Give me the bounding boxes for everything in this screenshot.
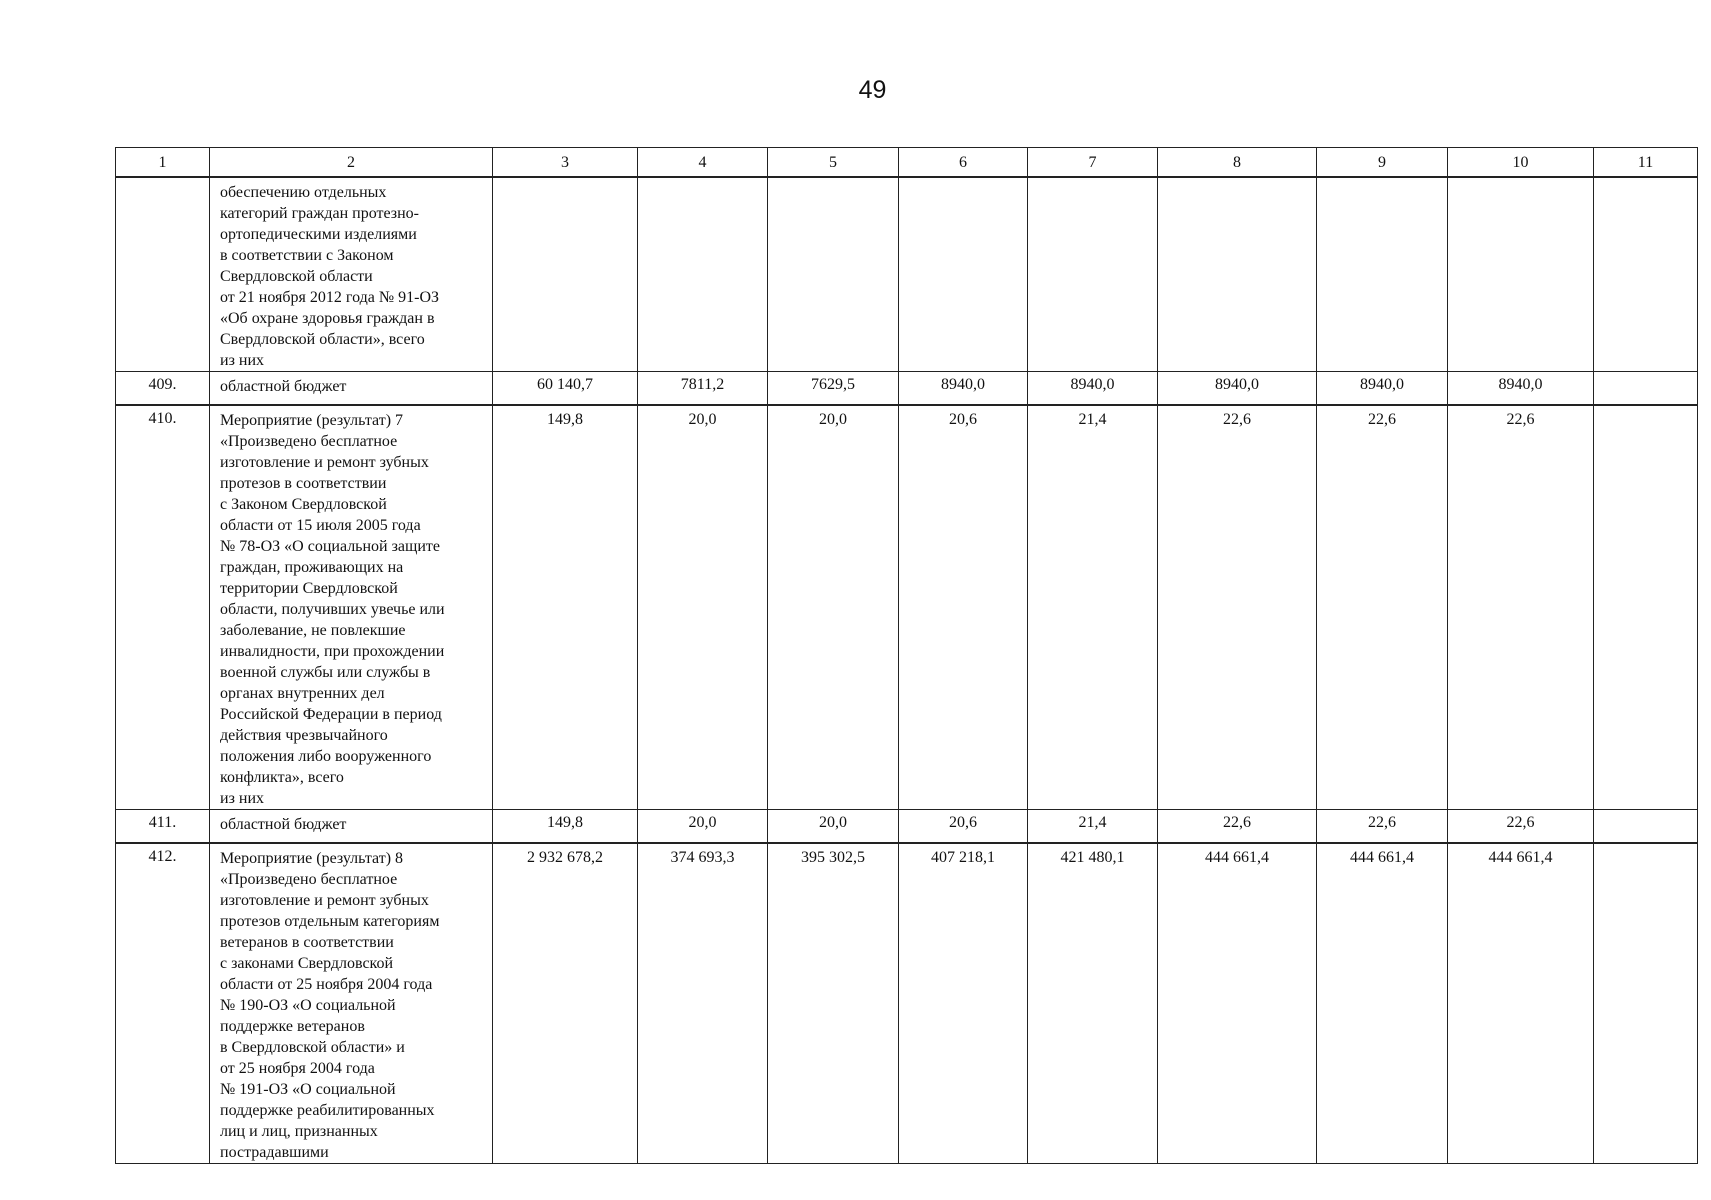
row-number <box>116 177 210 372</box>
value-cell: 20,0 <box>638 405 768 810</box>
value-cell: 21,4 <box>1028 810 1158 844</box>
column-header: 8 <box>1158 148 1317 178</box>
value-cell: 8940,0 <box>1158 372 1317 406</box>
value-cell <box>1317 177 1448 372</box>
page-number: 49 <box>858 76 887 104</box>
table-row <box>116 372 1698 406</box>
value-cell: 149,8 <box>493 810 638 844</box>
value-cell: 444 661,4 <box>1448 843 1594 1164</box>
row-description: областной бюджет <box>210 372 493 406</box>
value-cell: 421 480,1 <box>1028 843 1158 1164</box>
value-cell: 20,6 <box>899 405 1028 810</box>
column-header: 2 <box>210 148 493 178</box>
value-cell: 20,0 <box>638 810 768 844</box>
value-cell: 407 218,1 <box>899 843 1028 1164</box>
value-cell: 20,6 <box>899 810 1028 844</box>
value-cell: 8940,0 <box>1028 372 1158 406</box>
value-cell: 7811,2 <box>638 372 768 406</box>
value-cell: 22,6 <box>1317 810 1448 844</box>
table-row <box>116 177 1698 372</box>
value-cell <box>1594 177 1698 372</box>
row-description: областной бюджет <box>210 810 493 844</box>
value-cell: 395 302,5 <box>768 843 899 1164</box>
column-header: 5 <box>768 148 899 178</box>
value-cell: 22,6 <box>1448 810 1594 844</box>
column-header: 6 <box>899 148 1028 178</box>
column-header: 4 <box>638 148 768 178</box>
value-cell: 22,6 <box>1317 405 1448 810</box>
value-cell: 8940,0 <box>1448 372 1594 406</box>
row-number: 412. <box>116 843 210 1164</box>
value-cell: 8940,0 <box>899 372 1028 406</box>
row-description: обеспечению отдельных категорий граждан протезно- ортопедическими изделиями в соответствии с Законом Свердловской области от 21 ноября 2012 года № 91-ОЗ «Об охране здоровья граждан в Свердловской области», всего из них <box>210 177 493 372</box>
value-cell: 8940,0 <box>1317 372 1448 406</box>
value-cell: 20,0 <box>768 405 899 810</box>
row-description: Мероприятие (результат) 8 «Произведено бесплатное изготовление и ремонт зубных протезов отдельным категориям ветеранов в соответствии с законами Свердловской области от 25 ноября 2004 года № 190-ОЗ «О социальной поддержке ветеранов в Свердловской области» и от 25 ноября 2004 года № 191-ОЗ «О социальной поддержке реабилитированных лиц и лиц, признанных пострадавшими <box>210 843 493 1164</box>
row-number: 409. <box>116 372 210 406</box>
value-cell: 7629,5 <box>768 372 899 406</box>
value-cell: 21,4 <box>1028 405 1158 810</box>
column-header: 9 <box>1317 148 1448 178</box>
table-row <box>116 405 1698 810</box>
value-cell: 2 932 678,2 <box>493 843 638 1164</box>
table-row <box>116 810 1698 844</box>
value-cell <box>1594 843 1698 1164</box>
value-cell <box>1594 810 1698 844</box>
budget-table <box>115 147 1698 1164</box>
table-row <box>116 843 1698 1164</box>
value-cell <box>1448 177 1594 372</box>
value-cell <box>493 177 638 372</box>
row-description: Мероприятие (результат) 7 «Произведено бесплатное изготовление и ремонт зубных протезов в соответствии с Законом Свердловской области от 15 июля 2005 года № 78-ОЗ «О социальной защите граждан, проживающих на территории Свердловской области, получивших увечье или заболевание, не повлекшие инвалидности, при прохождении военной службы или службы в органах внутренних дел Российской Федерации в период действия чрезвычайного положения либо вооруженного конфликта», всего из них <box>210 405 493 810</box>
value-cell: 444 661,4 <box>1158 843 1317 1164</box>
column-header: 1 <box>116 148 210 178</box>
row-number: 410. <box>116 405 210 810</box>
value-cell <box>1594 405 1698 810</box>
column-header: 10 <box>1448 148 1594 178</box>
value-cell: 22,6 <box>1158 405 1317 810</box>
column-header: 11 <box>1594 148 1698 178</box>
value-cell <box>1594 372 1698 406</box>
value-cell: 20,0 <box>768 810 899 844</box>
value-cell: 444 661,4 <box>1317 843 1448 1164</box>
value-cell <box>768 177 899 372</box>
value-cell <box>638 177 768 372</box>
value-cell <box>1158 177 1317 372</box>
row-number: 411. <box>116 810 210 844</box>
value-cell: 22,6 <box>1448 405 1594 810</box>
value-cell: 374 693,3 <box>638 843 768 1164</box>
value-cell <box>899 177 1028 372</box>
value-cell: 22,6 <box>1158 810 1317 844</box>
value-cell <box>1028 177 1158 372</box>
column-header: 7 <box>1028 148 1158 178</box>
value-cell: 60 140,7 <box>493 372 638 406</box>
column-header: 3 <box>493 148 638 178</box>
value-cell: 149,8 <box>493 405 638 810</box>
column-number-header-row <box>116 148 1698 178</box>
